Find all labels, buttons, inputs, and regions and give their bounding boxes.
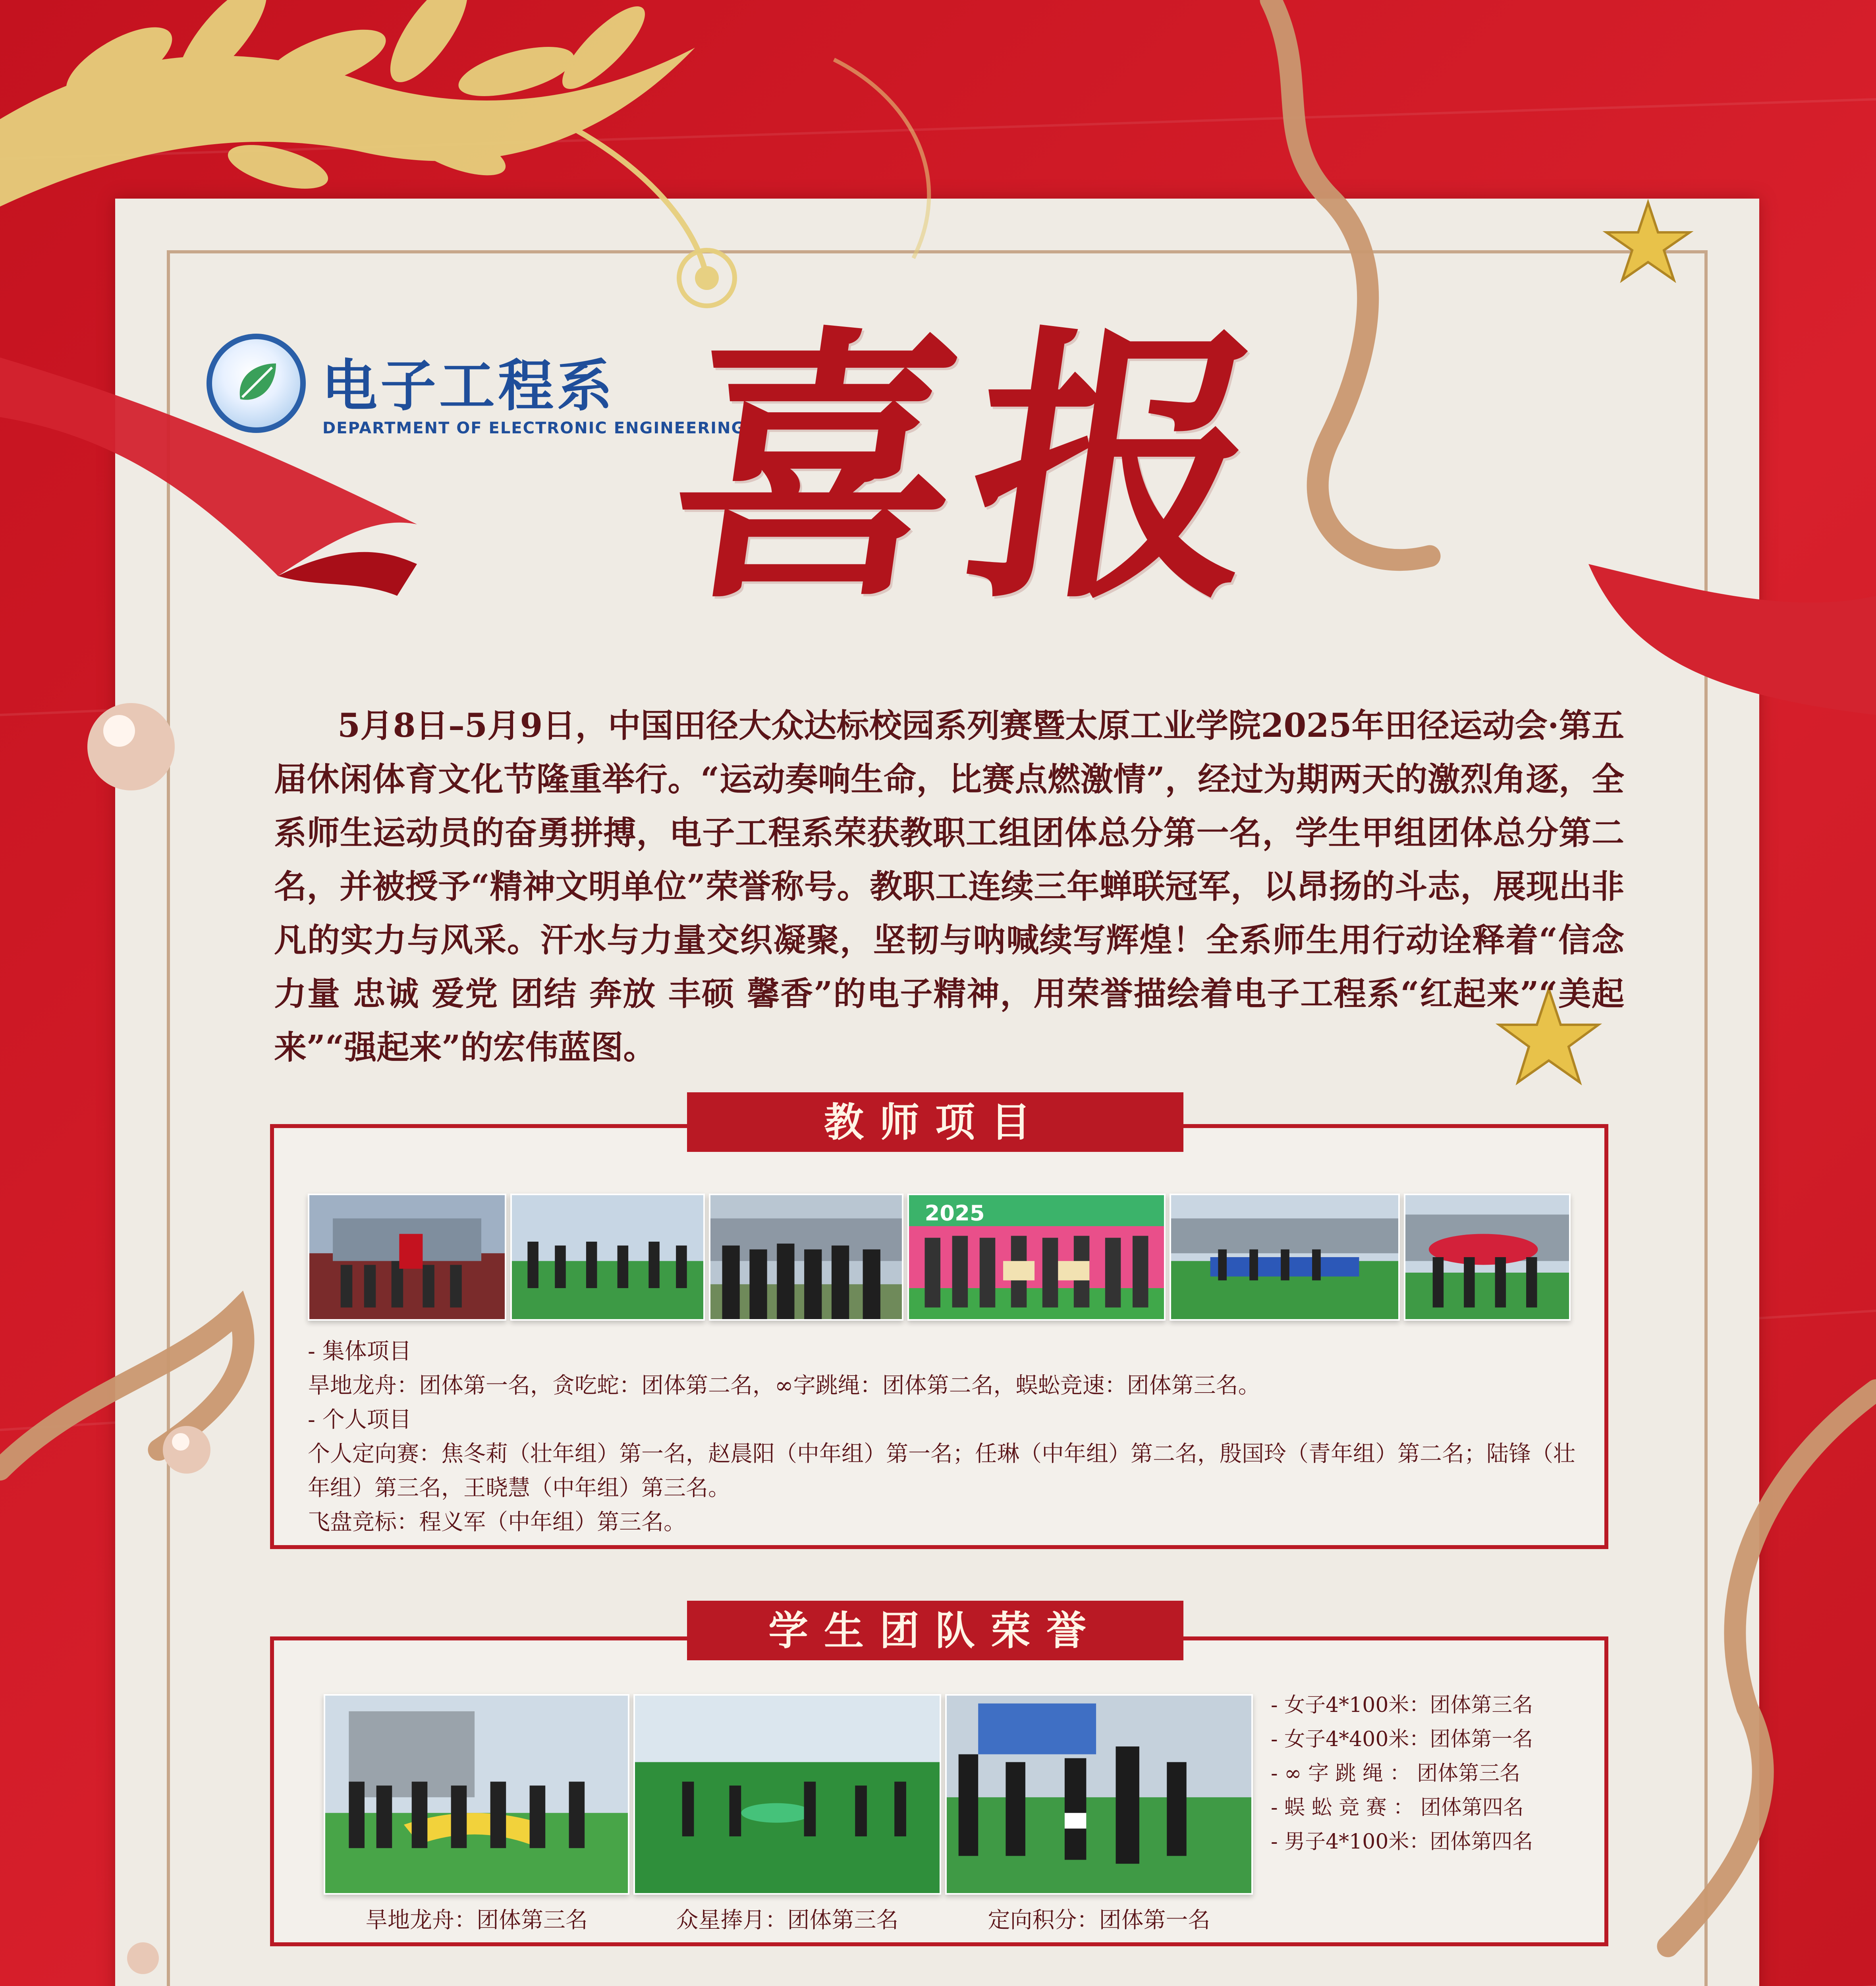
team-photo-1	[324, 1694, 629, 1895]
teacher-line-3: - 个人项目	[308, 1407, 411, 1433]
teacher-line-5: 飞盘竞标：程义军（中年组）第三名。	[308, 1509, 686, 1535]
teacher-photo-1	[308, 1194, 506, 1321]
teacher-line-1: - 集体项目	[308, 1339, 411, 1364]
teacher-section-title: 教师项目	[687, 1092, 1183, 1152]
team-caption-2: 众星捧月：团体第三名	[676, 1907, 899, 1933]
teacher-photo-3	[709, 1194, 903, 1321]
department-name-en: DEPARTMENT OF ELECTRONIC ENGINEERING	[322, 419, 745, 437]
team-caption-1: 旱地龙舟：团体第三名	[365, 1907, 588, 1933]
teacher-line-2: 旱地龙舟：团体第一名，贪吃蛇：团体第二名，∞字跳绳：团体第二名，蜈蚣竞速：团体第三名。	[308, 1373, 1260, 1399]
team-result-5: - 男子4*100米：团体第四名	[1271, 1830, 1533, 1854]
banner-year: 2025	[924, 1200, 985, 1226]
team-result-1: - 女子4*100米：团体第三名	[1271, 1693, 1533, 1717]
gold-ribbon-top	[1271, 0, 1430, 560]
teacher-photo-6	[1404, 1194, 1571, 1321]
team-section-title: 学生团队荣誉	[687, 1601, 1183, 1660]
circuit-leaf-icon	[224, 352, 288, 415]
red-ribbon-right	[1588, 564, 1876, 715]
team-photo-2	[633, 1694, 941, 1895]
team-caption-3: 定向积分：团体第一名	[988, 1907, 1210, 1933]
gold-floral-ornament	[0, 0, 929, 306]
gold-ribbon-right	[1668, 1390, 1876, 1946]
team-result-3: - ∞ 字 跳 绳 ： 团体第三名	[1271, 1762, 1521, 1785]
teacher-photo-2	[510, 1194, 705, 1321]
teacher-line-4: 个人定向赛：焦冬莉（壮年组）第一名，赵晨阳（中年组）第一名；任琳（中年组）第二名，殷国玲（青年组）第二名；陆锋（壮年组）第三名，王晓慧（中年组）第三名。	[308, 1441, 1575, 1501]
team-result-2: - 女子4*400米：团体第一名	[1271, 1727, 1533, 1751]
headline: 喜报	[651, 301, 1295, 637]
intro-paragraph: 5月8日–5月9日，中国田径大众达标校园系列赛暨太原工业学院2025年田径运动会·第五届休闲体育文化节隆重举行。“运动奏响生命，比赛点燃激情”，经过为期两天的激烈角逐，全系师生运动员的奋勇拼搏，电子工程系荣获教职工组团体总分第一名，学生甲组团体总分第二名，并被授予“精神文明单位”荣誉称号。教职工连续三年蝉联冠军，以昂扬的斗志，展现出非凡的实力与风采。汗水与力量交织凝聚，坚韧与呐喊续写辉煌！全系师生用行动诠释着“信念 力量 忠诚 爱党 团结 奔放 丰硕 馨香”的电子精神，用荣誉描绘着电子工程系“红起来”“美起来”“强起来”的宏伟蓝图。	[274, 707, 1624, 1066]
teacher-photo-5	[1170, 1194, 1400, 1321]
team-photo-3	[945, 1694, 1253, 1895]
department-logo	[207, 334, 306, 433]
department-name: 电子工程系	[322, 354, 616, 419]
teacher-photo-4	[907, 1194, 1166, 1321]
team-result-4: - 蜈 蚣 竞 赛 ： 团体第四名	[1271, 1796, 1524, 1820]
